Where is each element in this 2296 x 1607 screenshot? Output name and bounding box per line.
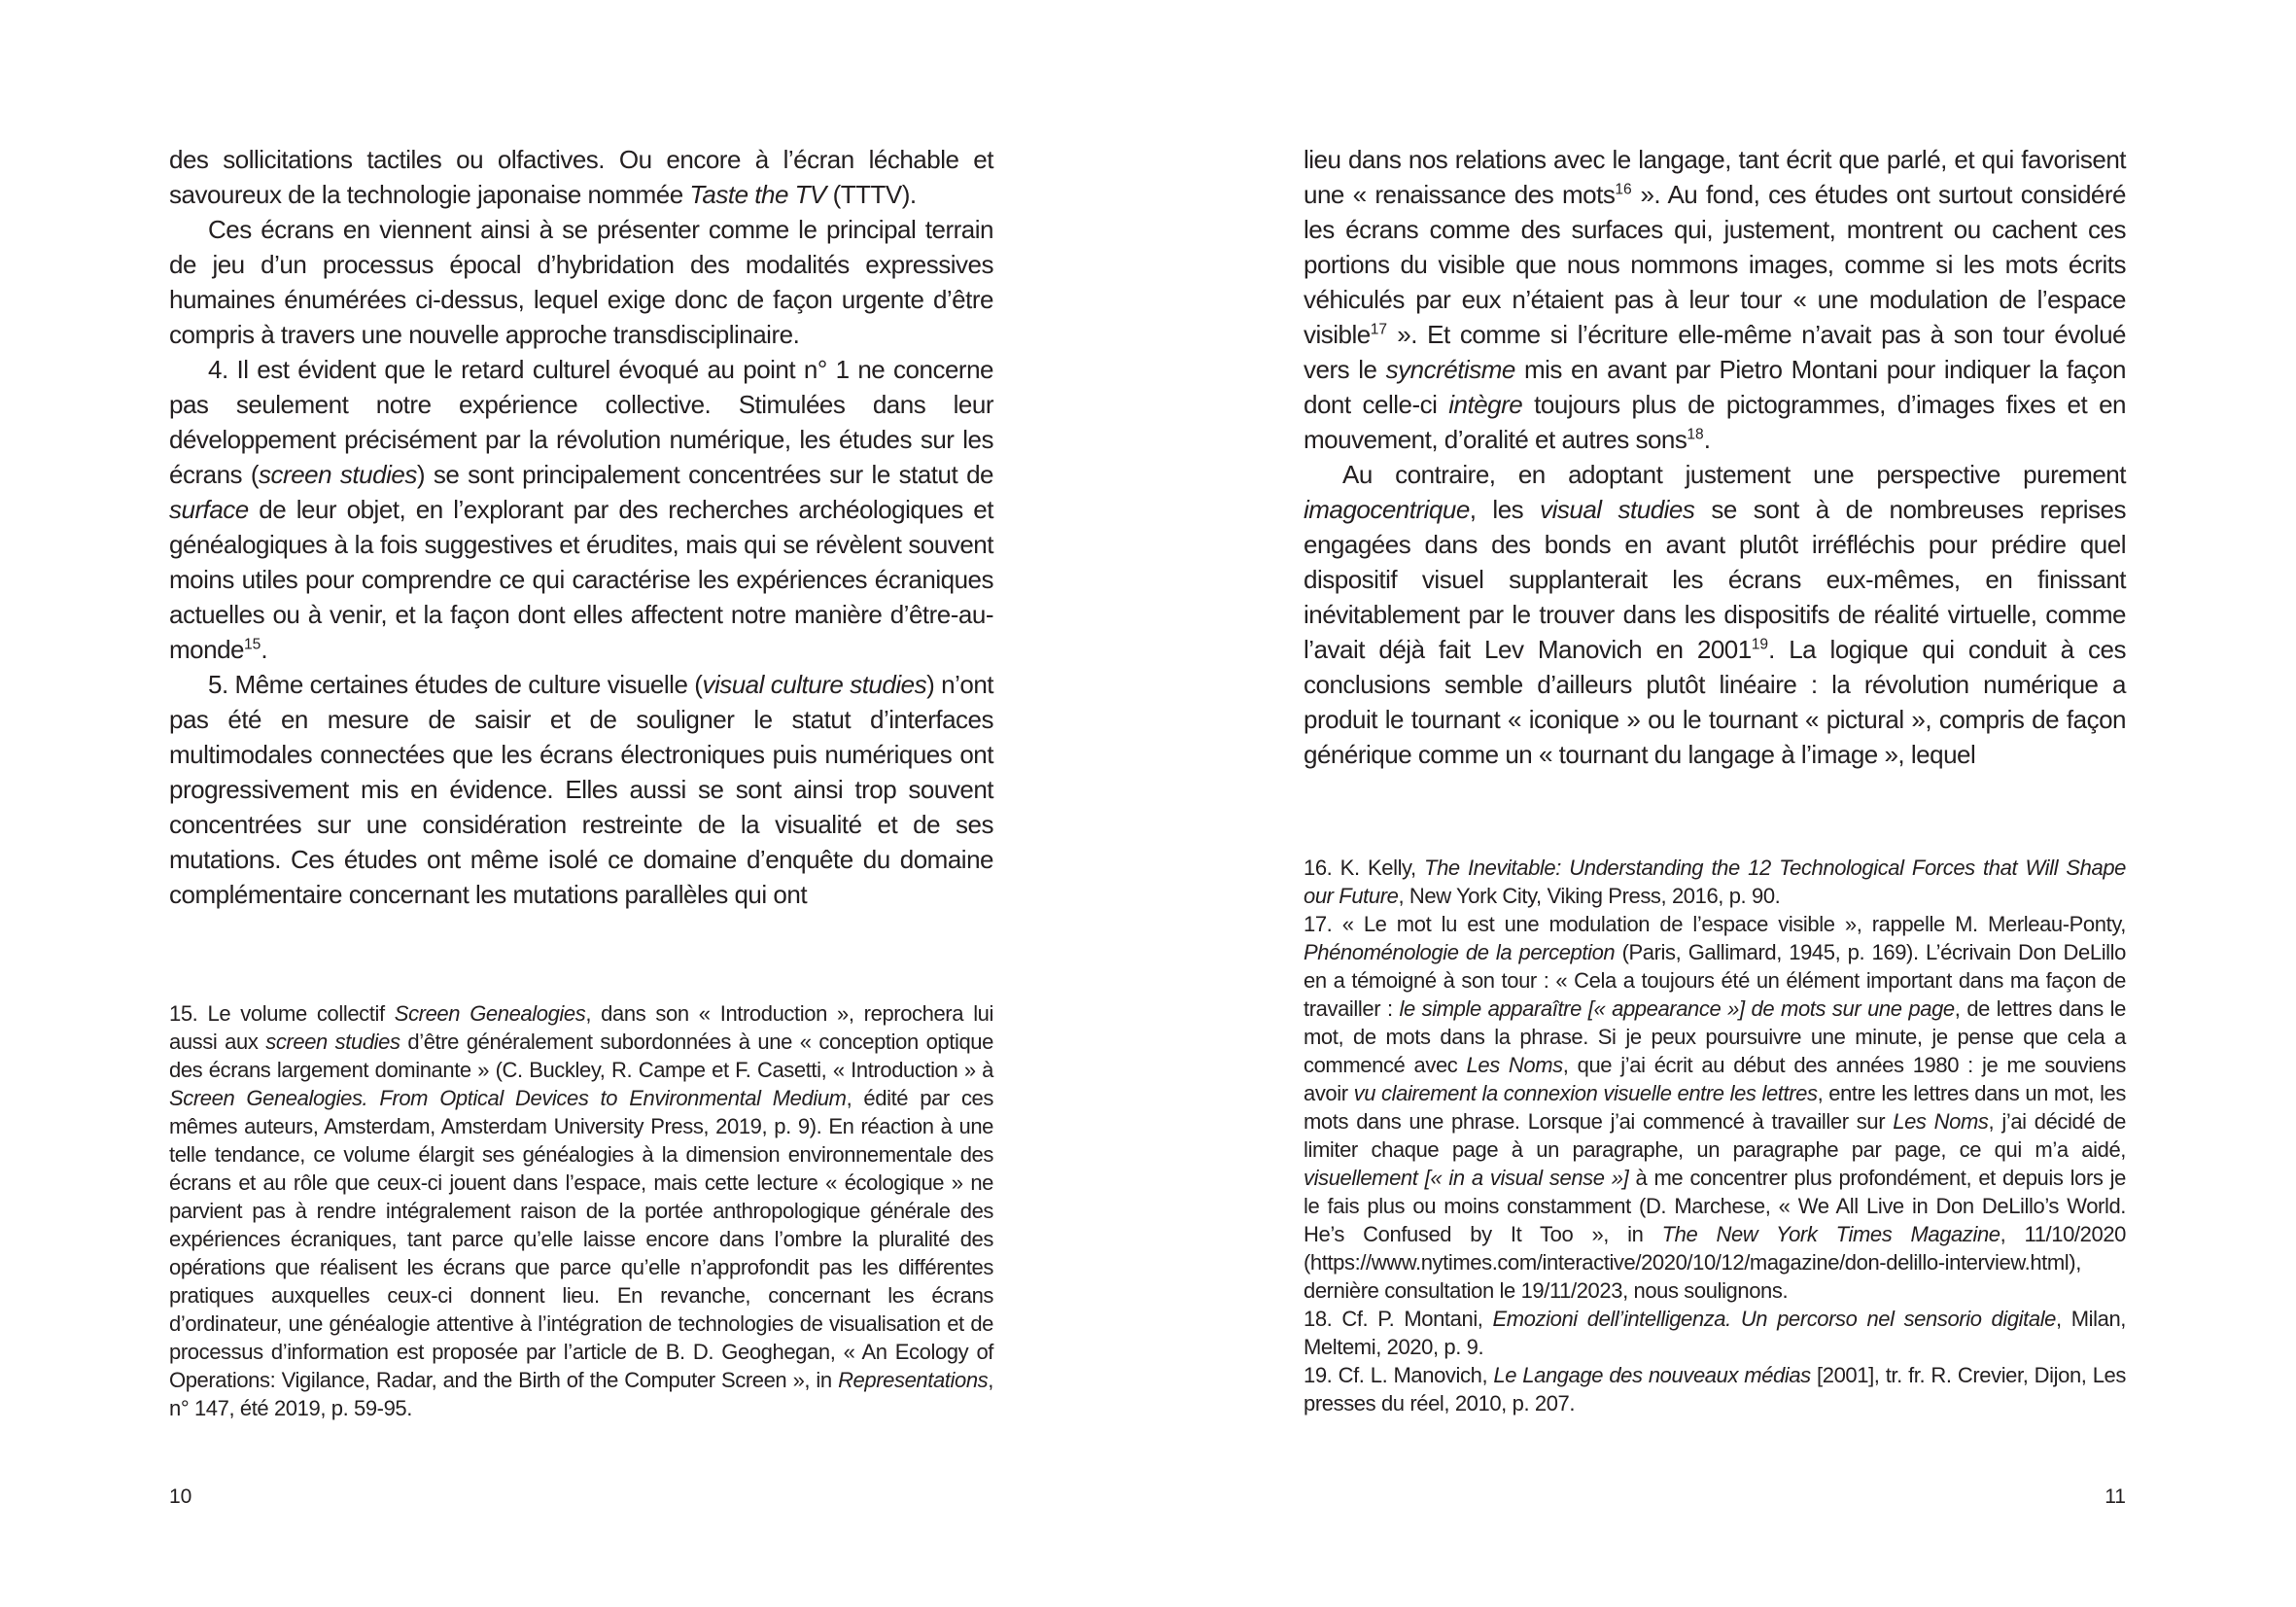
paragraph: 18. Cf. P. Montani, Emozioni dell’intelligenza. Un percorso nel sensorio digitale, Milan, Meltemi, 2020, p. 9. [1304, 1307, 2126, 1359]
paragraph: 19. Cf. L. Manovich, Le Langage des nouveaux médias [2001], tr. fr. R. Crevier, Dijon, Les presses du réel, 2010, p. 207. [1304, 1363, 2126, 1415]
paragraph: 5. Même certaines études de culture visuelle (visual culture studies) n’ont pas été en mesure de saisir et de souligner le statut d’interfaces multimodales connectées que les écrans électroniques puis numériques ont progressivement mis en évidence. Elles aussi se sont ainsi trop souvent concentrées sur une considération restreinte de la visualité et de ses mutations. Ces études ont même isolé ce domaine d’enquête du domaine complémentaire concernant les mutations parallèles qui ont [169, 670, 994, 909]
right-page-body-text [1304, 142, 2126, 772]
paragraph: 15. Le volume collectif Screen Genealogies, dans son « Introduction », reprochera lui aussi aux screen studies d’être généralement subordonnées à une « conception optique des écrans largement dominante » (C. Buckley, R. Campe et F. Casetti, « Introduction » à Screen Genealogies. From Optical Devices to Environmental Medium, édité par ces mêmes auteurs, Amsterdam, Amsterdam University Press, 2019, p. 9). En réaction à une telle tendance, ce volume élargit ses généalogies à la dimension environnementale des écrans et au rôle que ceux-ci jouent dans l’espace, mais cette lecture « écologique » ne parvient pas à rendre intégralement raison de la portée anthropologique générale des expériences écraniques, tant parce qu’elle laisse encore dans l’ombre la pluralité des opérations que réalisent les écrans que parce qu’elle n’approfondit pas les différentes pratiques auxquelles ceux-ci donnent lieu. En revanche, concernant les écrans d’ordinateur, une généalogie attentive à l’intégration de technologies de visualisation et de processus d’information est proposée par l’article de B. D. Geoghegan, « An Ecology of Operations: Vigilance, Radar, and the Birth of the Computer Screen », in Representations, n° 147, été 2019, p. 59-95. [169, 1001, 993, 1420]
paragraph: 16. K. Kelly, The Inevitable: Understanding the 12 Technological Forces that Will Shape our Future, New York City, Viking Press, 2016, p. 90. [1304, 856, 2127, 908]
paragraph: Ces écrans en viennent ainsi à se présenter comme le principal terrain de jeu d’un processus épocal d’hybridation des modalités expressives humaines énumérées ci-dessus, lequel exige donc de façon urgente d’être compris à travers une nouvelle approche transdisciplinaire. [169, 215, 993, 349]
paragraph: 4. Il est évident que le retard culturel évoqué au point n° 1 ne concerne pas seulement notre expérience collective. Stimulées dans leur développement précisément par la révolution numérique, les études sur les écrans (screen studies) se sont principalement concentrées sur le statut de surface de leur objet, en l’explorant par des recherches archéologiques et généalogiques à la fois suggestives et érudites, mais qui se révèlent souvent moins utiles pour comprendre ce qui caractérise les expériences écraniques actuelles ou à venir, et la façon dont elles affectent notre manière d’être-au-monde$^{15}$. [169, 355, 993, 664]
right-page-footnotes [1304, 854, 2126, 1417]
left-page-number: 10 [169, 1485, 192, 1508]
right-page-number: 11 [2105, 1485, 2126, 1508]
paragraph: lieu dans nos relations avec le langage, tant écrit que parlé, et qui favorisent une « renaissance des mots$^{16}$ ». Au fond, ces études ont surtout considéré les écrans comme des surfaces qui, justement, montrent ou cachent ces portions du visible que nous nommons images, comme si les mots écrits véhiculés par eux n’étaient pas à leur tour « une modulation de l’espace visible$^{17}$ ». Et comme si l’écriture elle-même n’avait pas à son tour évolué vers le syncrétisme mis en avant par Pietro Montani pour indiquer la façon dont celle-ci intègre toujours plus de pictogrammes, d’images fixes et en mouvement, d’oralité et autres sons$^{18}$. [1304, 145, 2126, 454]
paragraph: Au contraire, en adoptant justement une perspective purement imagocentrique, les visual studies se sont à de nombreuses reprises engagées dans des bonds en avant plutôt irréfléchis pour prédire quel dispositif visuel supplanterait les écrans eux-mêmes, en finissant inévitablement par le trouver dans les dispositifs de réalité virtuelle, comme l’avait déjà fait Lev Manovich en 2001$^{19}$. La logique qui conduit à ces conclusions semble d’ailleurs plutôt linéaire : la révolution numérique a produit le tournant « iconique » ou le tournant « pictural », compris de façon générique comme un « tournant du langage à l’image », lequel [1304, 460, 2127, 769]
paragraph: des sollicitations tactiles ou olfactives. Ou encore à l’écran léchable et savoureux de la technologie japonaise nommée Taste the TV (TTTV). [169, 145, 993, 209]
left-page-body-text [169, 142, 993, 912]
paragraph: 17. « Le mot lu est une modulation de l’espace visible », rappelle M. Merleau-Ponty, Phénoménologie de la perception (Paris, Gallimard, 1945, p. 169). L’écrivain Don DeLillo en a témoigné à son tour : « Cela a toujours été un élément important dans ma façon de travailler : le simple apparaître [« appearance »] de mots sur une page, de lettres dans le mot, de mots dans la phrase. Si je peux poursuivre une minute, je pense que cela a commencé avec Les Noms, que j’ai écrit au début des années 1980 : je me souviens avoir vu clairement la connexion visuelle entre les lettres, entre les lettres dans un mot, les mots dans une phrase. Lorsque j’ai commencé à travailler sur Les Noms, j’ai décidé de limiter chaque page à un paragraphe, un paragraphe par page, ce qui m’a aidé, visuellement [« in a visual sense »] à me concentrer plus profondément, et depuis lors je le fais plus ou moins constamment (D. Marchese, « We All Live in Don DeLillo’s World. He’s Confused by It Too », in The New York Times Magazine, 11/10/2020 (https://www.nytimes.com/interactive/2020/10/12/magazine/don-delillo-interview.html), dernière consultation le 19/11/2023, nous soulignons. [1304, 912, 2127, 1303]
left-page-footnotes [169, 999, 993, 1422]
